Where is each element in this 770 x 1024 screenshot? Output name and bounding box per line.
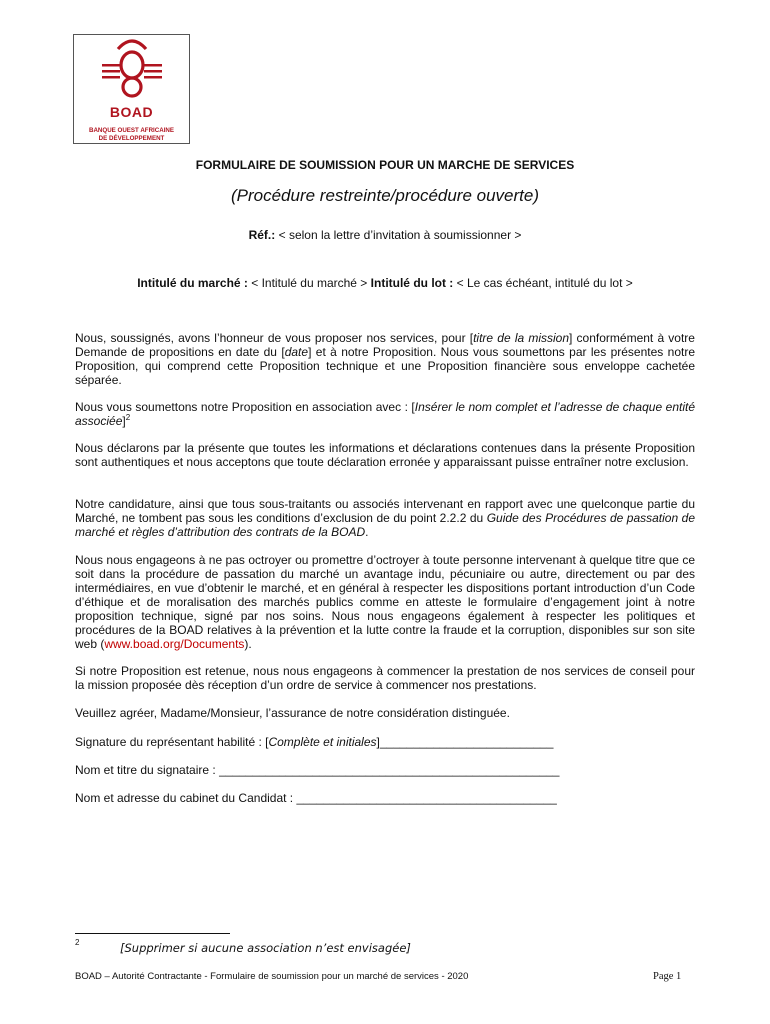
intitule-marche-label: Intitulé du marché :	[137, 276, 248, 290]
paragraph-engagement	[75, 553, 695, 651]
p2-text-c: ]	[122, 414, 126, 428]
reference-line	[0, 228, 770, 242]
p5-text-c: ).	[244, 637, 252, 651]
footnote-number: 2	[75, 938, 80, 947]
intitule-line	[0, 276, 770, 290]
p1-text-a: Nous, soussignés, avons l’honneur de vous proposer nos services, pour [	[75, 331, 474, 345]
p1-mission-title: titre de la mission	[473, 331, 570, 345]
boad-logo	[73, 34, 190, 144]
page-number: Page 1	[653, 971, 682, 982]
paragraph-declaration: Nous déclarons par la présente que toutes les informations et déclarations contenues dans la présente Proposition sont authentiques et nous acceptons que toute déclaration erronée y apparaissant puisse entraîner notre exclusion.	[75, 441, 695, 469]
footnote-separator	[75, 933, 230, 934]
signatory-name-line: Nom et titre du signataire : ___________________________________________________	[75, 763, 560, 777]
p4-text-a: Notre candidature, ainsi que tous sous-traitants ou associés intervenant en rapport avec une quelconque partie du Marché, ne tombent pas sous les conditions d’exclusion de du point 2.2.2 du	[75, 497, 695, 525]
document-subtitle: (Procédure restreinte/procédure ouverte)	[230, 186, 540, 205]
signature-hint: Complète et initiales	[268, 735, 377, 749]
boad-documents-link[interactable]: www.boad.org/Documents	[104, 637, 245, 651]
logo-subtitle-line2: DE DÉVELOPPEMENT	[98, 135, 165, 142]
p2-text-a: Nous vous soumettons notre Proposition en association avec : [	[75, 400, 415, 414]
logo-name: BOAD	[109, 104, 154, 120]
signature-blank: ]__________________________	[376, 735, 554, 749]
intitule-lot-label: Intitulé du lot :	[370, 276, 454, 290]
p1-date: date	[284, 345, 309, 359]
footnote-ref: 2	[125, 413, 131, 422]
paragraph-candidature	[75, 497, 695, 539]
paragraph-proposal	[75, 331, 695, 387]
p2-associates: Insérer le nom complet et l’adresse de chaque entité associée	[75, 400, 695, 428]
p4-text-c: .	[365, 525, 369, 539]
p4-guide-title: Guide des Procédures de passation de marché et règles d’attribution des contrats de la BOAD	[75, 511, 696, 539]
page-footer: BOAD – Autorité Contractante - Formulaire de soumission pour un marché de services - 2020	[75, 971, 469, 982]
p5-text-a: Nous nous engageons à ne pas octroyer ou promettre d’octroyer à toute personne intervenant à quelque titre que ce soit dans la procédure de passation du marché un avantage indu, pécuniaire ou autre, directement ou par des intermédiaires, en vue d’obtenir le marché, et en général à respecter les dispositions portant introduction d’un Code d’éthique et de moralisation des marchés publics comme en atteste le formulaire d’engagement joint à notre proposition technique, signé par nos soins. Nous nous engageons également à respecter les politiques et procédures de la BOAD relatives à la prévention et la lutte contre la fraude et la corruption, disponibles sur son site web (	[75, 553, 695, 651]
paragraph-association	[75, 400, 695, 428]
paragraph-retained: Si notre Proposition est retenue, nous nous engageons à commencer la prestation de nos services de conseil pour la mission proposée dès réception d’un ordre de service à commencer nos prestations.	[75, 664, 695, 692]
firm-name-line: Nom et adresse du cabinet du Candidat : _______________________________________	[75, 791, 557, 805]
document-title: FORMULAIRE DE SOUMISSION POUR UN MARCHE DE SERVICES	[195, 158, 575, 172]
reference-text: < selon la lettre d’invitation à soumissionner >	[275, 228, 522, 242]
p1-text-c: ] conformément à votre Demande de propositions en date du [	[75, 331, 695, 359]
logo-subtitle-line1: BANQUE OUEST AFRICAINE	[88, 127, 175, 134]
paragraph-closing: Veuillez agréer, Madame/Monsieur, l’assurance de notre considération distinguée.	[75, 706, 510, 720]
footnote-text: [Supprimer si aucune association n’est envisagée]	[120, 941, 411, 955]
intitule-lot-text: < Le cas échéant, intitulé du lot >	[453, 276, 633, 290]
intitule-marche-text: < Intitulé du marché >	[247, 276, 371, 290]
signature-label: Signature du représentant habilité : [	[75, 735, 269, 749]
reference-label: Réf.:	[248, 228, 276, 242]
signature-line	[75, 735, 695, 749]
p1-text-e: ] et à notre Proposition. Nous vous soumettons par les présentes notre Proposition, qui comprend cette Proposition technique et une Proposition financière sous enveloppe cachetée séparée.	[75, 345, 695, 387]
